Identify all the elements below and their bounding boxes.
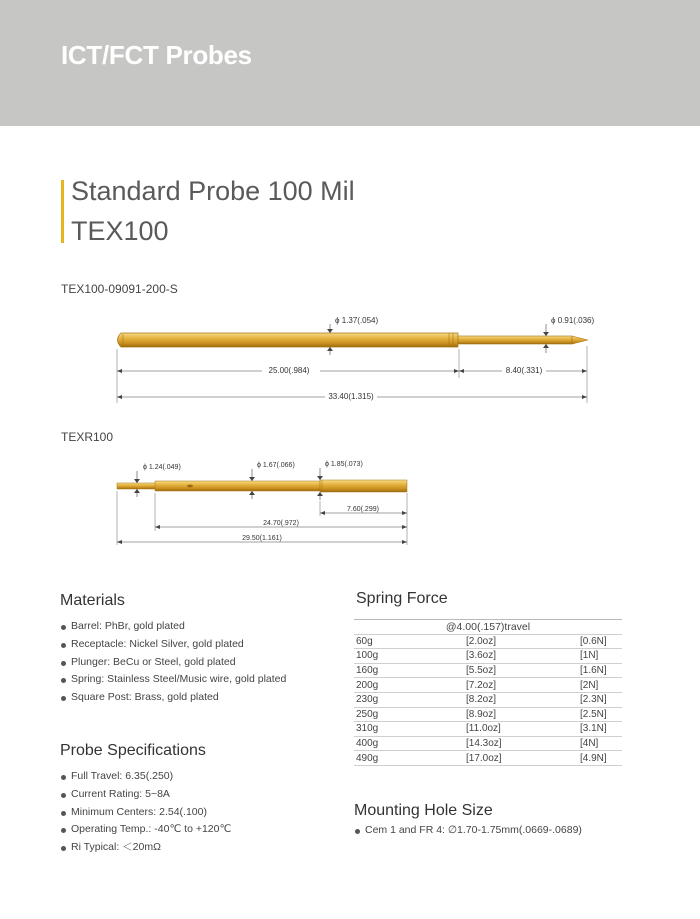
specs-heading: Probe Specifications <box>60 742 206 759</box>
list-item: Ri Typical: ＜20mΩ <box>61 839 231 857</box>
table-row: 100g [3.6oz] [1N] <box>354 649 622 664</box>
spring-force-travel: @4.00(.157)travel <box>354 620 622 635</box>
probe1-plunger-length: 8.40(.331) <box>505 366 543 375</box>
probe2-dia-large: ϕ 1.85(.073) <box>325 461 363 468</box>
probe1-barrel-length: 25.00(.984) <box>268 366 310 375</box>
probe1-barrel <box>118 333 459 347</box>
list-item: Current Rating: 5~8A <box>61 786 231 804</box>
list-item: Cem 1 and FR 4: ∅1.70-1.75mm(.0669-.0689) <box>355 822 582 840</box>
list-item: Operating Temp.: -40℃ to +120℃ <box>61 821 231 839</box>
table-row: 250g [8.9oz] [2.5N] <box>354 707 622 722</box>
title-accent-bar <box>61 180 64 243</box>
probe1-barrel-diameter: ϕ 1.37(.054) <box>335 316 379 325</box>
list-item: Square Post: Brass, gold plated <box>61 689 286 707</box>
header-banner <box>0 0 700 126</box>
list-item: Full Travel: 6.35(.250) <box>61 768 231 786</box>
table-row: 490g [17.0oz] [4.9N] <box>354 751 622 766</box>
table-row: 400g [14.3oz] [4N] <box>354 736 622 751</box>
specs-list <box>61 768 231 857</box>
list-item: Minimum Centers: 2.54(.100) <box>61 804 231 822</box>
probe1-drawing <box>0 300 700 430</box>
list-item: Barrel: PhBr, gold plated <box>61 618 286 636</box>
probe2-tail <box>117 483 157 489</box>
table-row: 310g [11.0oz] [3.1N] <box>354 722 622 737</box>
probe2-dia-small: ϕ 1.24(.049) <box>143 464 181 471</box>
probe2-body <box>155 481 320 491</box>
mounting-heading: Mounting Hole Size <box>354 802 493 819</box>
list-item: Spring: Stainless Steel/Music wire, gold plated <box>61 671 286 689</box>
probe2-len-mid: 24.70(.972) <box>263 520 299 527</box>
product-model: TEX100 <box>71 216 169 246</box>
materials-heading: Materials <box>60 592 125 609</box>
spring-force-heading: Spring Force <box>356 590 448 607</box>
table-row: 160g [5.5oz] [1.6N] <box>354 663 622 678</box>
probe1-tip <box>572 336 588 344</box>
probe2-part-number: TEXR100 <box>61 430 114 444</box>
table-row: 230g [8.2oz] [2.3N] <box>354 692 622 707</box>
probe2-collar <box>320 480 407 492</box>
probe1-tip-diameter: ϕ 0.91(.036) <box>551 316 595 325</box>
list-item: Receptacle: Nickel Silver, gold plated <box>61 636 286 654</box>
probe2-drawing <box>0 455 700 555</box>
spring-force-table <box>354 619 622 766</box>
probe2-len-short: 7.60(.299) <box>347 506 379 513</box>
materials-list <box>61 618 286 707</box>
probe2-len-total: 29.50(1.161) <box>242 535 282 542</box>
probe2-dia-mid: ϕ 1.67(.066) <box>257 462 295 469</box>
header-title: ICT/FCT Probes <box>61 40 252 70</box>
list-item: Plunger: BeCu or Steel, gold plated <box>61 654 286 672</box>
probe1-overall-length: 33.40(1.315) <box>328 392 374 401</box>
probe1-plunger <box>458 336 572 344</box>
table-row: 200g [7.2oz] [2N] <box>354 678 622 693</box>
mounting-list <box>355 822 582 840</box>
probe1-part-number: TEX100-09091-200-S <box>61 282 178 296</box>
table-row: 60g [2.0oz] [0.6N] <box>354 634 622 649</box>
product-title: Standard Probe 100 Mil <box>71 176 355 206</box>
